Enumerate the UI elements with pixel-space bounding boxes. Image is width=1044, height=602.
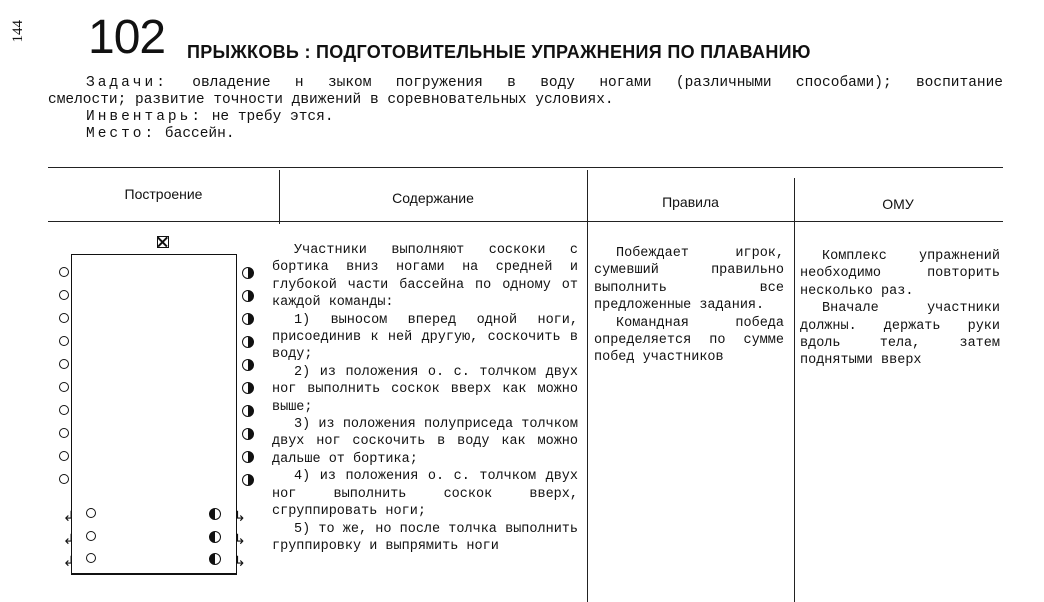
rules-cell	[594, 245, 784, 367]
game-number: 102	[88, 11, 166, 64]
open-circle-icon	[86, 508, 96, 518]
half-filled-circle-icon	[209, 531, 221, 543]
table-header-rule	[48, 221, 1003, 222]
open-circle-icon	[59, 359, 69, 369]
curved-arrow-icon: ↳	[234, 554, 246, 570]
column-divider-3	[794, 178, 795, 602]
table-top-rule	[48, 167, 1003, 168]
open-circle-icon	[59, 336, 69, 346]
place-line	[48, 126, 1003, 143]
header-rules: Правила	[662, 194, 719, 210]
equipment-line	[48, 109, 1003, 126]
content-cell	[272, 242, 578, 555]
open-circle-icon	[59, 267, 69, 277]
omu-paragraph-2: Вначале участники должны. держать руки вдоль тела, затем поднятыми вверх	[800, 301, 1000, 369]
pool-bottom-edge	[71, 573, 237, 575]
header-omu: ОМУ	[882, 196, 914, 212]
content-item-4: 4) из положения о. с. толчком двух ног выполнить соскок вверх, сгруппировать ноги;	[272, 469, 578, 520]
half-filled-circle-icon	[242, 474, 254, 486]
rules-paragraph-1: Побеждает игрок, сумевший правильно выполнить все предложенные задания.	[594, 246, 784, 314]
tasks-label: Задачи:	[86, 75, 168, 91]
half-filled-circle-icon	[242, 428, 254, 440]
column-divider-2	[587, 170, 588, 602]
game-title: ПРЫЖКОВЬ : ПОДГОТОВИТЕЛЬНЫЕ УПРАЖНЕНИЯ ПО ПЛАВАНИЮ	[187, 42, 811, 62]
place-label: Место:	[86, 126, 157, 142]
open-circle-icon	[59, 313, 69, 323]
half-filled-circle-icon	[242, 451, 254, 463]
equipment-text: не требу этся.	[211, 109, 334, 125]
half-filled-circle-icon	[209, 508, 221, 520]
open-circle-icon	[59, 405, 69, 415]
content-paragraph: Участники выполняют соскоки с бортика вниз ногами на средней и глубокой части бассейна по одному от каждой команды:	[272, 243, 578, 311]
half-filled-circle-icon	[242, 359, 254, 371]
pool-outline	[71, 254, 237, 575]
half-filled-circle-icon	[242, 313, 254, 325]
open-circle-icon	[59, 382, 69, 392]
open-circle-icon	[59, 428, 69, 438]
curved-arrow-icon: ↳	[234, 532, 246, 548]
open-circle-icon	[59, 474, 69, 484]
half-filled-circle-icon	[209, 553, 221, 565]
place-text: бассейн.	[164, 126, 235, 142]
crossed-box-flag-icon	[157, 236, 169, 248]
curved-arrow-icon: ↲	[63, 554, 75, 570]
header-content: Содержание	[392, 190, 474, 206]
content-item-2: 2) из положения о. с. толчком двух ног выполнить соскок вверх как можно выше;	[272, 364, 578, 415]
tasks-line-1	[48, 75, 1003, 92]
curved-arrow-icon: ↲	[63, 509, 75, 525]
curved-arrow-icon: ↲	[63, 532, 75, 548]
half-filled-circle-icon	[242, 336, 254, 348]
omu-paragraph-1: Комплекс упражнений необходимо повторить несколько раз.	[800, 249, 1000, 299]
content-item-5: 5) то же, но после толчка выполнить группировку и выпрямить ноги	[272, 521, 578, 554]
half-filled-circle-icon	[242, 290, 254, 302]
page-number: 144	[10, 20, 26, 43]
tasks-text-1: овладение н зыком погружения в воду ногами (различными способами); воспитание	[192, 75, 1003, 91]
omu-cell	[800, 248, 1000, 370]
half-filled-circle-icon	[242, 405, 254, 417]
header-construction: Построение	[124, 186, 203, 202]
open-circle-icon	[86, 531, 96, 541]
open-circle-icon	[86, 553, 96, 563]
tasks-line-2: смелости; развитие точности движений в соревновательных условиях.	[48, 92, 614, 108]
curved-arrow-icon: ↳	[234, 509, 246, 525]
equipment-label: Инвентарь:	[86, 109, 204, 125]
rules-paragraph-2: Командная победа определяется по сумме побед участников	[594, 315, 784, 366]
content-item-1: 1) выносом вперед одной ноги, присоединив к ней другую, соскочить в воду;	[272, 312, 578, 363]
content-item-3: 3) из положения полуприседа толчком двух ног соскочить в воду как можно дальше от бортика;	[272, 417, 578, 467]
half-filled-circle-icon	[242, 267, 254, 279]
intro-block	[48, 75, 1003, 143]
open-circle-icon	[59, 451, 69, 461]
open-circle-icon	[59, 290, 69, 300]
half-filled-circle-icon	[242, 382, 254, 394]
